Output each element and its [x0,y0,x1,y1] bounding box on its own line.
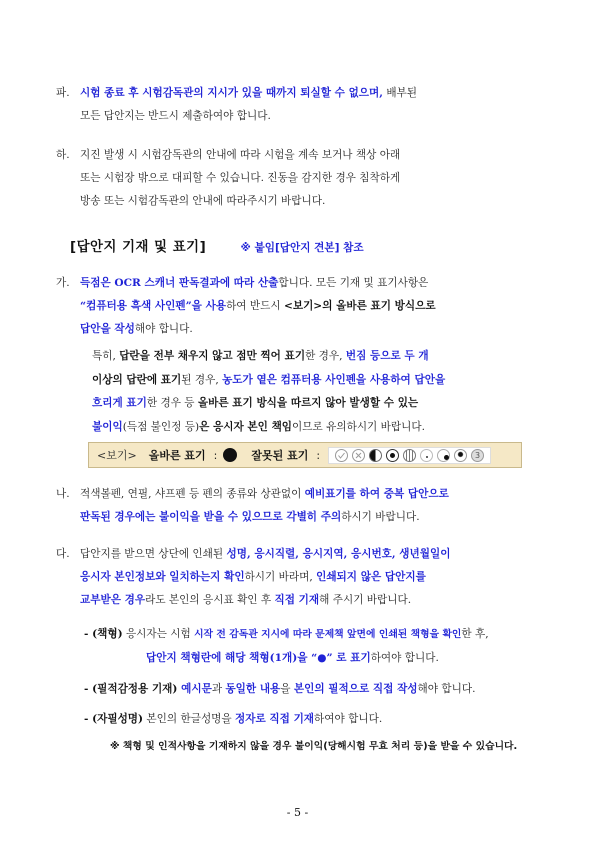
item-da [56,543,546,612]
da-text: 하시기 바라며, [244,571,317,583]
booklet-type-bold: 답안지 책형란에 해당 책형(1개)을 “●” 로 표기 [146,652,371,664]
da-bold: 응시자 본인정보와 일치하는지 확인 [80,571,245,583]
half-filled-circle-icon [369,449,382,462]
ga-bold: 불이익 [92,420,123,433]
booklet-type-text: 하여야 합니다. [370,652,439,664]
ga-text: 특히, [92,350,120,362]
item-ga [56,272,546,341]
ga-text: 된 경우, [181,373,223,386]
pa-text: 배부된 [382,87,418,99]
wrong-mark-label: 잘못된 표기 [251,449,309,462]
signature-bold: 정자로 직접 기재 [235,713,315,725]
ga-bold: “컴퓨터용 흑색 사인펜”을 사용 [80,300,227,312]
ga-text: 한 경우, [305,350,346,362]
item-marker: 파. [56,87,70,99]
item-pa [56,82,546,128]
item-booklet-type [84,623,489,646]
item-ha [56,144,546,213]
ga-bold-black: 이상의 답란에 표기 [92,373,182,386]
item-marker: 가. [56,277,70,289]
ha-text-1: 지진 발생 시 시험감독관의 안내에 따라 시험을 계속 보거나 책상 아래 [80,149,401,161]
ga-text: (득점 불인정 등) [122,420,200,433]
booklet-type-text: 응시자는 시험 [122,628,195,640]
correct-mark-label: 올바른 표기 [148,449,206,462]
handwriting-text: 과 [211,683,226,695]
handwriting-text: 해야 합니다. [417,683,476,695]
smudge-circle-icon [437,449,450,462]
number-three-circle-icon: 3 [471,449,484,462]
ga-subparagraph [92,345,542,439]
da-text: 라도 본인의 응시표 확인 후 [145,594,275,606]
ga-bold-black: 답란을 전부 채우지 않고 점만 찍어 표기 [119,350,306,362]
handwriting-text: 을 [280,683,294,695]
da-text: 답안지를 받으면 상단에 인쇄된 [80,548,227,560]
ga-text: 해야 합니다. [134,323,193,335]
ha-text-3: 방송 또는 시험감독관의 안내에 따라주시기 바랍니다. [80,195,326,207]
item-marker: 다. [56,548,70,560]
signature-text: 본인의 한글성명을 [143,713,236,725]
partial-dot-circle-icon [454,449,467,462]
ga-bold: 득점은 OCR 스캐너 판독결과에 따라 산출 [80,277,279,289]
ga-bold-black: 올바른 표기 방식을 따르지 않아 발생할 수 있는 [197,397,419,409]
item-booklet-type-line2 [146,647,439,670]
wrong-marks-strip [328,447,491,464]
ga-text: 한 경우 등 [146,397,198,409]
booklet-type-text: 한 후, [461,628,489,640]
na-text: 하시기 바랍니다. [341,511,420,523]
check-circle-icon [335,449,348,462]
ga-bold-black: 은 응시자 본인 책임 [199,420,293,433]
filled-circle-icon [223,448,237,462]
ga-bold: 번짐 등으로 두 개 [345,350,429,362]
ha-text-2: 또는 시험장 밖으로 대피할 수 있습니다. 진동을 감지한 경우 침착하게 [80,172,401,184]
da-bold: 직접 기재 [274,594,320,606]
item-handwriting [84,678,475,701]
handwriting-key: - (필적감정용 기재) [84,683,178,695]
da-bold: 인쇄되지 않은 답안지를 [316,571,426,583]
pa-bold: 시험 종료 후 시험감독관의 지시가 있을 때까지 퇴실할 수 없으며, [80,87,383,99]
pa-text-2: 모든 답안지는 반드시 제출하여야 합니다. [80,110,271,122]
section-reference: ※ 붙임[답안지 견본] 참조 [240,242,364,254]
signature-text: 하여야 합니다. [314,713,383,725]
small-dot-circle-icon [420,449,433,462]
x-circle-icon [352,449,365,462]
striped-circle-icon [403,449,416,462]
handwriting-bold: 동일한 내용 [225,683,281,695]
section-heading [70,236,530,255]
item-na [56,483,546,529]
na-bold: 예비표기를 하여 중복 답안으로 [304,488,449,500]
da-text: 해 주시기 바랍니다. [319,594,412,606]
ga-text: 이므로 유의하시기 바랍니다. [292,420,425,433]
colon: : [316,448,321,462]
ga-bold: 흐리게 표기 [92,397,147,409]
na-text: 적색볼펜, 연필, 샤프펜 등 펜의 종류와 상관없이 [80,488,305,500]
marking-example-box [88,442,522,468]
da-bold: 교부받은 경우 [80,594,146,606]
example-label: <보기> [97,449,137,462]
booklet-type-bold: 시작 전 감독관 지시에 따라 문제책 앞면에 인쇄된 책형을 확인 [194,629,462,640]
ga-text: 하여 반드시 [226,300,284,312]
ga-bold: 농도가 옅은 컴퓨터용 사인펜을 사용하여 답안을 [222,373,446,386]
booklet-type-key: - (책형) [84,628,123,640]
ga-text: 합니다. 모든 기재 및 표기사항은 [278,277,429,289]
item-marker: 나. [56,488,70,500]
da-bold: 성명, 응시직렬, 응시지역, 응시번호, 생년월일이 [226,548,451,560]
ga-bold-black: <보기>의 올바른 표기 방식으로 [283,300,436,312]
section-title: [답안지 기재 및 표기] [70,240,207,255]
signature-key: - (자필성명) [84,713,144,725]
ga-bold: 답안을 작성 [80,323,135,335]
colon: : [213,448,218,462]
dot-circle-icon [386,449,399,462]
warning-note: ※ 책형 및 인적사항을 기재하지 않을 경우 불이익(당해시험 무효 처리 등)을 받을 수 있습니다. [110,741,518,752]
handwriting-bold: 예시문 [177,683,212,695]
item-marker: 하. [56,149,70,161]
page-number: - 5 - [286,806,309,819]
handwriting-bold: 본인의 필적으로 직접 작성 [293,683,418,695]
item-signature [84,708,382,731]
na-bold: 판독된 경우에는 불이익을 받을 수 있으므로 각별히 주의 [80,511,342,523]
